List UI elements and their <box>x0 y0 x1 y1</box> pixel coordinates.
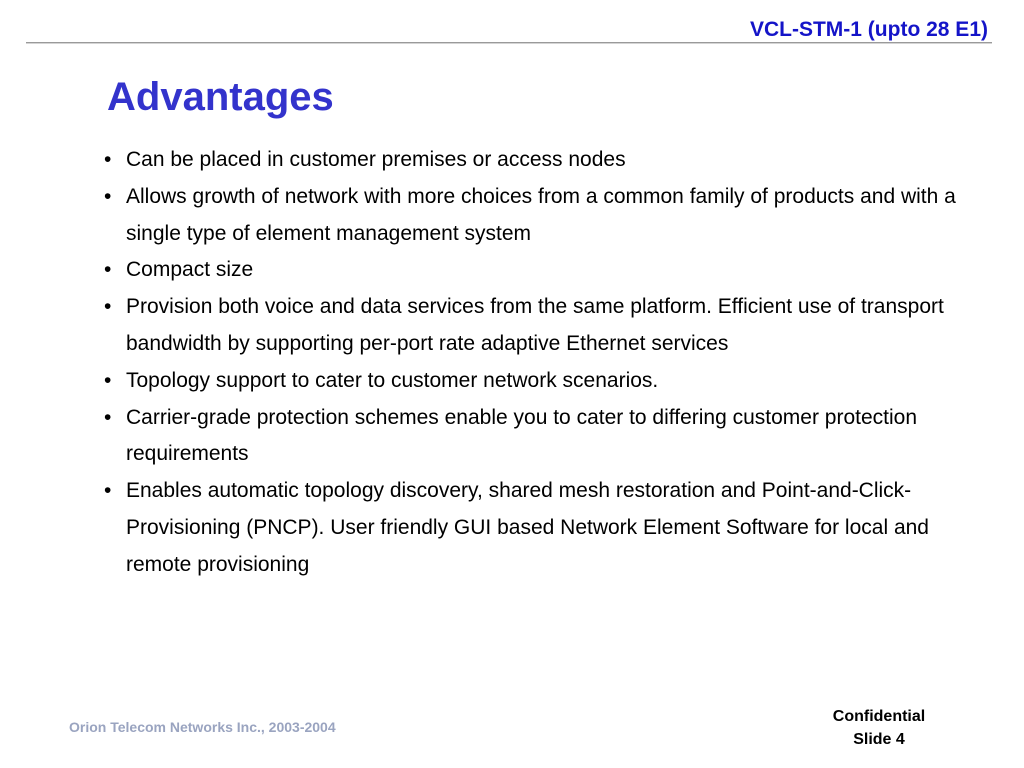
bullet-text: Topology support to cater to customer network scenarios. <box>126 368 659 392</box>
bullet-dot-icon: • <box>104 405 112 429</box>
header-title: VCL-STM-1 (upto 28 E1) <box>749 18 988 41</box>
bullet-text: Compact size <box>126 258 254 282</box>
bullet-dot-icon: • <box>104 148 112 171</box>
bullet-text: Enables automatic topology discovery, shared mesh restoration and Point-and-Click- Provisioning (PNCP). User friendly GUI based Network Element Software for local and remote provisioning <box>126 479 929 576</box>
footer-confidential-block <box>812 705 946 751</box>
slide-number: Slide 4 <box>853 731 905 748</box>
bullet-item <box>104 179 984 253</box>
bullet-text: Can be placed in customer premises or access nodes <box>126 148 626 171</box>
bullet-item <box>104 252 984 289</box>
bullet-item <box>104 289 984 363</box>
bullet-text: Allows growth of network with more choices from a common family of products and with a single type of element management system <box>126 184 956 245</box>
bullet-dot-icon: • <box>104 258 112 282</box>
bullet-item <box>104 363 984 400</box>
slide-title: Advantages <box>107 75 334 119</box>
bullet-dot-icon: • <box>104 295 112 319</box>
bullet-item <box>104 142 984 179</box>
header-divider <box>26 42 992 44</box>
bullet-text: Carrier-grade protection schemes enable you to cater to differing customer protection requirements <box>126 405 918 466</box>
bullet-text: Provision both voice and data services from the same platform. Efficient use of transport bandwidth by supporting per-port rate adaptive Ethernet services <box>126 295 944 355</box>
bullet-list <box>104 142 984 584</box>
bullet-dot-icon: • <box>104 479 112 503</box>
bullet-item <box>104 400 984 474</box>
bullet-dot-icon: • <box>104 184 112 208</box>
confidential-label: Confidential <box>832 708 926 725</box>
footer-company: Orion Telecom Networks Inc., 2003-2004 <box>69 719 336 735</box>
bullet-item <box>104 473 984 583</box>
bullet-dot-icon: • <box>104 368 112 392</box>
